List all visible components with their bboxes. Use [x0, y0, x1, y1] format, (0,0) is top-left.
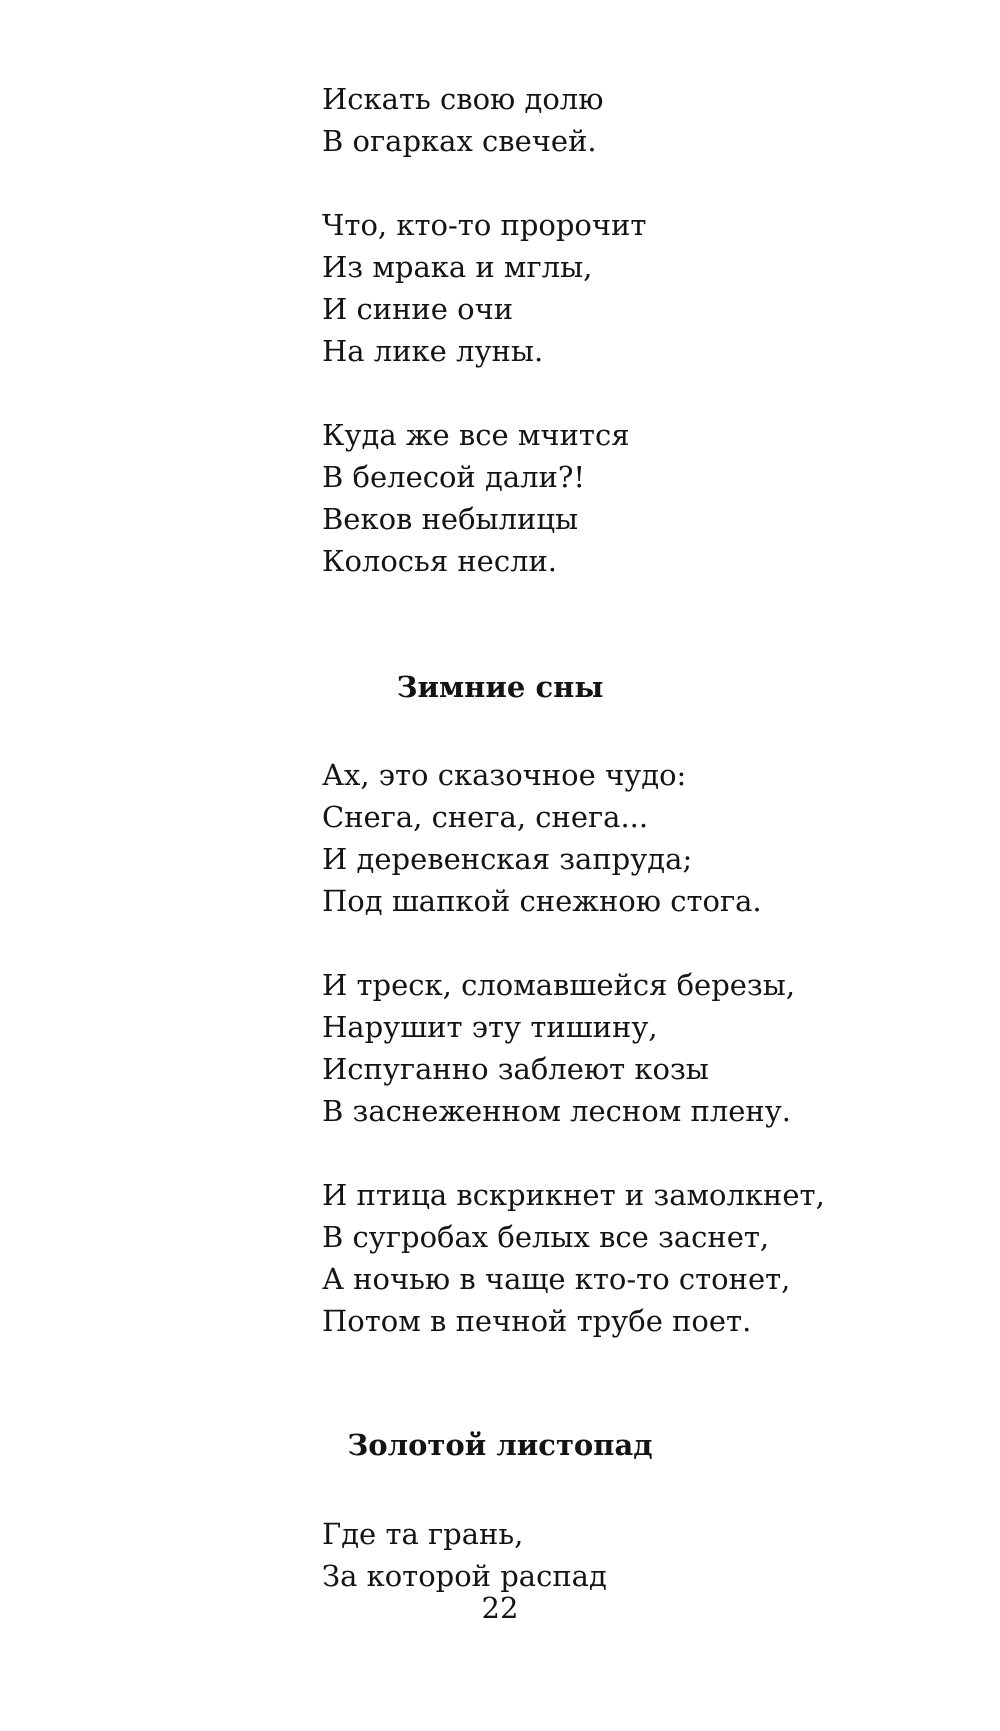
verse-line: Колосья несли.: [322, 544, 558, 578]
verse-line: В заснеженном лесном плену.: [322, 1094, 792, 1128]
stanza: [322, 754, 882, 922]
verse-line: Где та грань,: [322, 1517, 524, 1551]
stanza: [322, 204, 882, 372]
stanza: [322, 414, 882, 582]
verse-line: В белесой дали?!: [322, 460, 586, 494]
verse-line: В огарках свечей.: [322, 124, 597, 158]
verse-line: Под шапкой снежною стога.: [322, 884, 762, 918]
verse-line: И синие очи: [322, 292, 514, 326]
verse-line: Куда же все мчится: [322, 418, 630, 452]
poem-continued: [322, 78, 882, 582]
verse-line: В сугробах белых все заснет,: [322, 1220, 770, 1254]
verse-line: И птица вскрикнет и замолкнет,: [322, 1178, 825, 1212]
stanza: [322, 964, 882, 1132]
verse-line: За которой распад: [322, 1559, 607, 1593]
verse-line: И треск, сломавшейся березы,: [322, 968, 796, 1002]
verse-line: Веков небылицы: [322, 502, 579, 536]
verse-line: И деревенская запруда;: [322, 842, 693, 876]
verse-line: Ах, это сказочное чудо:: [322, 758, 687, 792]
stanza: [322, 78, 882, 162]
verse-line: Из мрака и мглы,: [322, 250, 593, 284]
poem-winter: [322, 754, 882, 1342]
verse-line: На лике луны.: [322, 334, 544, 368]
stanza: [322, 1174, 882, 1342]
verse-line: Снега, снега, снега...: [322, 800, 649, 834]
verse-line: Искать свою долю: [322, 82, 604, 116]
poem-title: Зимние сны: [396, 670, 604, 704]
page-number: 22: [481, 1591, 519, 1625]
poem-title: Золотой листопад: [347, 1428, 653, 1462]
verse-line: Что, кто-то пророчит: [322, 208, 647, 242]
stanza: [322, 1513, 882, 1597]
verse-line: А ночью в чаще кто-то стонет,: [322, 1262, 791, 1296]
verse-line: Потом в печной трубе поет.: [322, 1304, 752, 1338]
poem-golden: [322, 1513, 882, 1597]
verse-line: Испуганно заблеют козы: [322, 1052, 709, 1086]
verse-line: Нарушит эту тишину,: [322, 1010, 658, 1044]
